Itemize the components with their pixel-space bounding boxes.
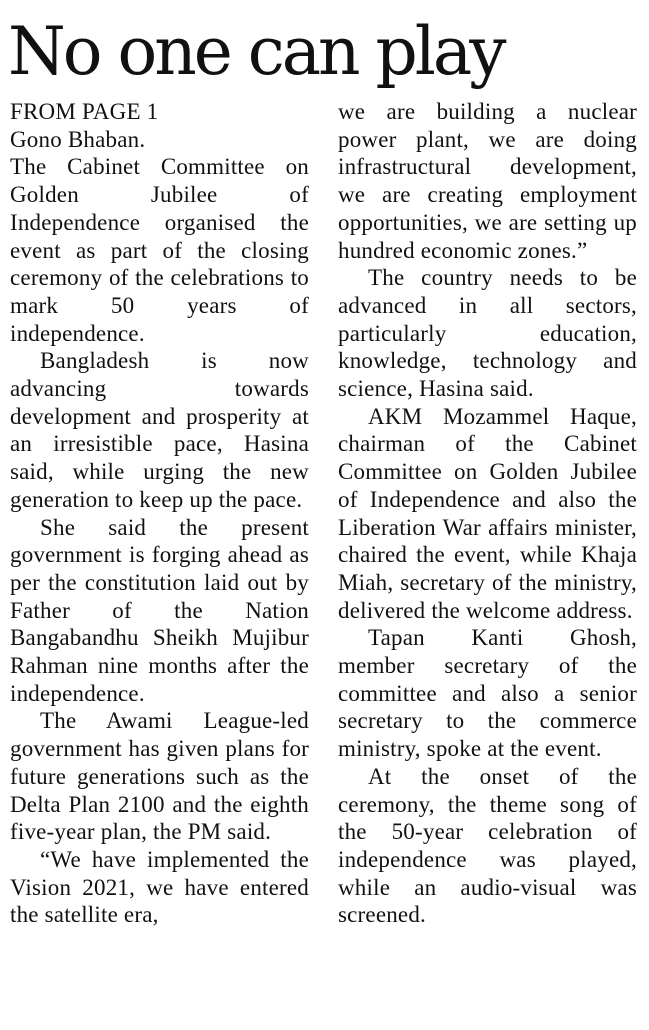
paragraph-quote-start: “We have implemented the Vision 2021, we have entered the satellite era, xyxy=(10,846,309,928)
paragraph: The country needs to be advanced in all sectors, particularly education, knowledge, technology and science, Hasina said. xyxy=(338,265,637,402)
paragraph-continuation: Gono Bhaban. xyxy=(10,126,146,152)
paragraph: Tapan Kanti Ghosh, member secretary of the committee and also a senior secretary to the commerce ministry, spoke at the event. xyxy=(338,625,637,762)
jump-label: FROM PAGE 1 xyxy=(10,99,159,124)
paragraph: She said the present government is forging ahead as per the constitution laid out by Father of the Nation Bangabandhu Sheikh Mujibur Rahman nine months after the independence. xyxy=(10,514,309,706)
paragraph: Bangladesh is now advancing towards development and prosperity at an irresistible pace, Hasina said, while urging the new generation to keep up the pace. xyxy=(10,348,309,512)
paragraph: At the onset of the ceremony, the theme song of the 50-year celebration of independence was played, while an audio-visual was screened. xyxy=(338,763,637,928)
article-column-right xyxy=(338,98,637,929)
paragraph-quote-continuation: we are building a nuclear power plant, we are doing infrastructural development, we are creating employment opportunities, we are setting up hundred economic zones.” xyxy=(338,99,637,263)
article-column-left xyxy=(10,98,309,929)
paragraph: AKM Mozammel Haque, chairman of the Cabinet Committee on Golden Jubilee of Independence and also the Liberation War affairs minister, chaired the event, while Khaja Miah, secretary of the ministry, delivered the welcome address. xyxy=(338,403,637,623)
headline: No one can play xyxy=(8,13,504,90)
paragraph: The Awami League-led government has given plans for future generations such as the Delta Plan 2100 and the eighth five-year plan, the PM said. xyxy=(10,708,309,845)
paragraph: The Cabinet Committee on Golden Jubilee of Independence organised the event as part of the closing ceremony of the celebrations to mark 50 years of independence. xyxy=(10,154,309,346)
